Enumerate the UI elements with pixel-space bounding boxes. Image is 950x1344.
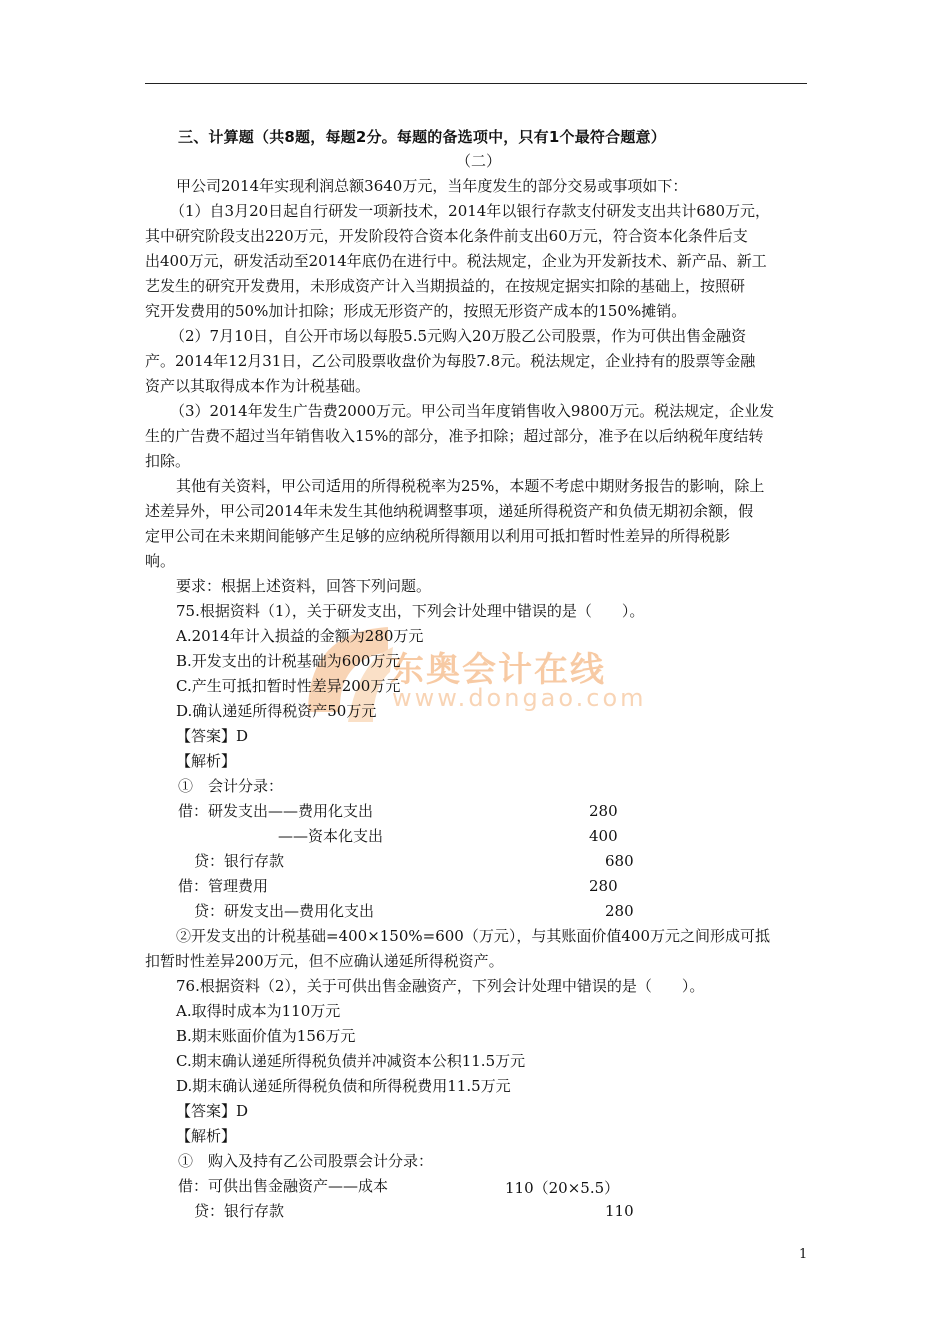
text-line: （2）7月10日，自公开市场以每股5.5元购入20万股乙公司股票，作为可供出售金融资 <box>170 327 747 345</box>
journal-amount: 680 <box>605 852 634 870</box>
page-number: 1 <box>799 1247 808 1262</box>
journal-amount: 280 <box>605 902 634 920</box>
text-line: （3）2014年发生广告费2000万元。甲公司当年度销售收入9800万元。税法规定，企业发 <box>170 402 775 420</box>
question-75: 75.根据资料（1），关于研发支出，下列会计处理中错误的是（ ）。 <box>176 602 645 620</box>
journal-credit: 贷：银行存款 <box>194 1202 285 1220</box>
journal-debit: 借：可供出售金融资产——成本 <box>178 1177 389 1195</box>
text-line: 定甲公司在未来期间能够产生足够的应纳税所得额用以利用可抵扣暂时性差异的所得税影 <box>145 527 731 545</box>
option-b: B.期末账面价值为156万元 <box>176 1027 356 1045</box>
option-a: A.2014年计入损益的金额为280万元 <box>176 627 424 645</box>
journal-amount: 280 <box>589 877 618 895</box>
text-line: （1）自3月20日起自行研发一项新技术，2014年以银行存款支付研发支出共计680万元， <box>170 202 770 220</box>
watermark-brand: 东奥会计在线 <box>390 650 606 690</box>
text-line: 要求：根据上述资料，回答下列问题。 <box>176 577 432 595</box>
journal-credit: 贷：银行存款 <box>194 852 285 870</box>
text-line: 响。 <box>145 552 176 570</box>
text-line: 出400万元，研发活动至2014年底仍在进行中。税法规定，企业为开发新技术、新产品、新工 <box>145 252 767 270</box>
journal-credit: 贷：研发支出—费用化支出 <box>194 902 375 920</box>
option-d: D.确认递延所得税资产50万元 <box>176 702 377 720</box>
journal-amount: 110（20×5.5） <box>505 1179 620 1197</box>
section-heading: 三、计算题（共8题，每题2分。每题的备选项中，只有1个最符合题意） <box>178 128 666 146</box>
text-line: ① 购入及持有乙公司股票会计分录： <box>178 1152 434 1170</box>
header-rule <box>145 83 807 84</box>
journal-debit: 借：研发支出——费用化支出 <box>178 802 374 820</box>
analysis-label: 【解析】 <box>176 1127 237 1145</box>
text-line: 艺发生的研究开发费用，未形成资产计入当期损益的，在按规定据实扣除的基础上，按照研 <box>145 277 746 295</box>
journal-amount: 280 <box>589 802 618 820</box>
answer-label: 【答案】D <box>176 1102 249 1120</box>
text-line: 述差异外，甲公司2014年未发生其他纳税调整事项，递延所得税资产和负债无期初余额，假 <box>145 502 754 520</box>
option-d: D.期末确认递延所得税负债和所得税费用11.5万元 <box>176 1077 511 1095</box>
option-b: B.开发支出的计税基础为600万元 <box>176 652 401 670</box>
text-line: 资产以其取得成本作为计税基础。 <box>145 377 371 395</box>
text-line: 生的广告费不超过当年销售收入15%的部分，准予扣除；超过部分，准予在以后纳税年度结转 <box>145 427 764 445</box>
analysis-label: 【解析】 <box>176 752 237 770</box>
text-line: 究开发费用的50%加计扣除；形成无形资产的，按照无形资产成本的150%摊销。 <box>145 302 687 320</box>
text-line: 扣除。 <box>145 452 191 470</box>
answer-label: 【答案】D <box>176 727 249 745</box>
journal-amount: 400 <box>589 827 618 845</box>
text-line: 其他有关资料，甲公司适用的所得税税率为25%，本题不考虑中期财务报告的影响，除上 <box>176 477 765 495</box>
watermark-url: www.dongao.com <box>392 684 647 712</box>
option-a: A.取得时成本为110万元 <box>176 1002 341 1020</box>
text-line: 甲公司2014年实现利润总额3640万元，当年度发生的部分交易或事项如下： <box>176 177 688 195</box>
journal-debit: ——资本化支出 <box>278 827 384 845</box>
option-c: C.期末确认递延所得税负债并冲减资本公积11.5万元 <box>176 1052 526 1070</box>
text-line: ②开发支出的计税基础=400×150%=600（万元），与其账面价值400万元之间形成可抵 <box>176 927 770 945</box>
text-line: 产。2014年12月31日，乙公司股票收盘价为每股7.8元。税法规定，企业持有的股票等金融 <box>145 352 756 370</box>
section-subheading: （二） <box>456 152 502 170</box>
text-line: ① 会计分录： <box>178 777 284 795</box>
option-c: C.产生可抵扣暂时性差异200万元 <box>176 677 401 695</box>
question-76: 76.根据资料（2），关于可供出售金融资产，下列会计处理中错误的是（ ）。 <box>176 977 705 995</box>
text-line: 扣暂时性差异200万元，但不应确认递延所得税资产。 <box>145 952 504 970</box>
text-line: 其中研究阶段支出220万元，开发阶段符合资本化条件前支出60万元，符合资本化条件后支 <box>145 227 748 245</box>
journal-amount: 110 <box>605 1202 634 1220</box>
journal-debit: 借：管理费用 <box>178 877 269 895</box>
